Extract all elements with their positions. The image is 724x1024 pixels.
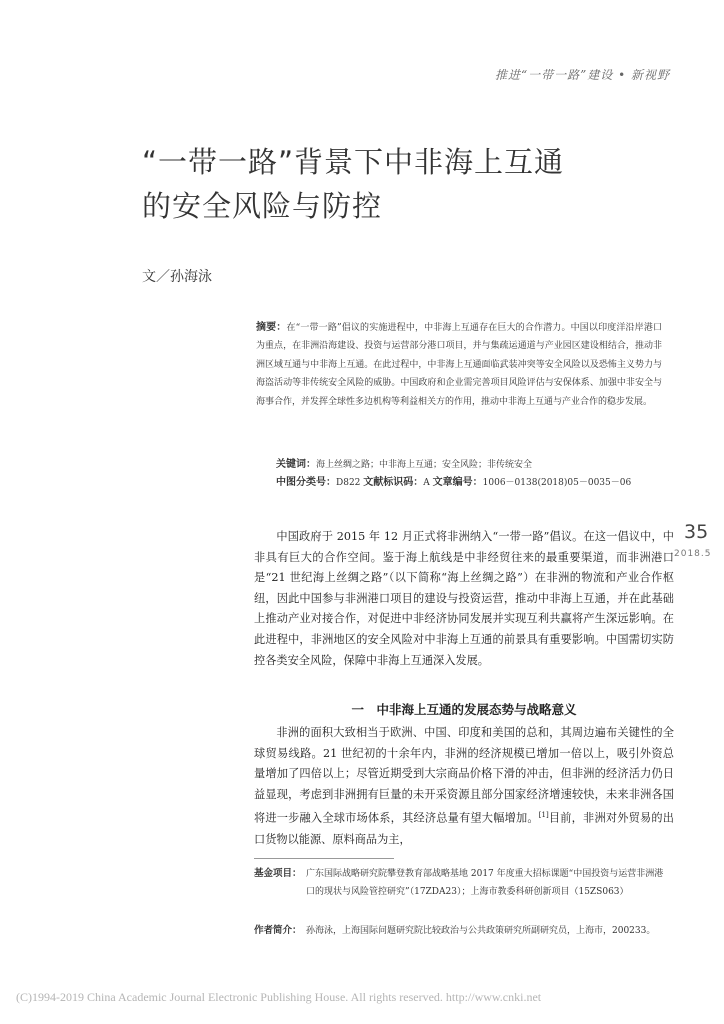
title-line-1: “一带一路”背景下中非海上互通 <box>142 145 565 179</box>
footnote-divider <box>254 858 394 859</box>
page-date: 2018.5 <box>674 549 712 559</box>
copyright-notice: (C)1994-2019 China Academic Journal Electronic Publishing House. All rights reserved. http://www.cnki.net <box>16 990 542 1004</box>
abstract-text: 在“一带一路”倡议的实施进程中，中非海上互通存在巨大的合作潜力。中国以印度洋沿岸港口为重点，在非洲沿海建设、投资与运营部分港口项目，并与集疏运通道与产业园区建设相结合，推动非洲区域互通与中非海上互通。在此过程中，中非海上互通面临武装冲突等安全风险以及恐怖主义势力与海盗活动等非传统安全风险的威胁。中国政府和企业需完善项目风险评估与安保体系、加强中非安全与海事合作，并发挥全球性多边机构等利益相关方的作用，推动中非海上互通与产业合作的稳步发展。 <box>256 323 662 407</box>
author-bio-label: 作者简介： <box>254 925 302 936</box>
paragraph-2-tail: 目前，非洲对外贸易的出口货物以能源、原料商品为主， <box>254 812 674 846</box>
fund-text: 广东国际战略研究院攀登教育部战略基地 2017 年度重大招标课题“中国投资与运营非洲港口的现状与风险管控研究”（17ZDA23）；上海市教委科研创新项目（15ZS063） <box>306 869 664 898</box>
article-label: 文章编号： <box>432 477 483 488</box>
class-label: 中图分类号： <box>276 477 336 488</box>
paragraph-2 <box>254 723 674 850</box>
article-title <box>142 140 642 228</box>
abstract <box>256 319 662 411</box>
fund-label: 基金项目： <box>254 868 302 879</box>
reference-marker: [1] <box>538 811 549 820</box>
author-bio-footnote <box>254 922 664 940</box>
classification-line <box>276 474 631 492</box>
author-bio-text: 孙海泳，上海国际问题研究院比较政治与公共政策研究所副研究员，上海市，200233。 <box>306 926 656 936</box>
paragraph-2-main: 非洲的面积大致相当于欧洲、中国、印度和美国的总和，其周边遍布关键性的全球贸易线路。21 世纪初的十余年内，非洲的经济规模已增加一倍以上，吸引外资总量增加了四倍以上；尽管近期受到大宗商品价格下滑的冲击，但非洲的经济活力仍日益显现，考虑到非洲拥有巨量的未开采资源且部分国家经济增速较快，未来非洲各国将进一步融入全球市场体系，其经济总量有望大幅增加。 <box>254 726 674 826</box>
keywords-label: 关键词： <box>276 459 316 470</box>
title-line-2: 的安全风险与防控 <box>142 189 383 223</box>
class-value: D822 <box>336 478 361 488</box>
section-heading: 一 中非海上互通的发展态势与战略意义 <box>351 702 577 717</box>
doc-value: A <box>423 478 430 488</box>
page-number: 35 <box>684 521 709 543</box>
article-value: 1006－0138(2018)05－0035－06 <box>482 478 632 488</box>
fund-footnote <box>254 865 664 901</box>
keywords <box>276 456 532 474</box>
paragraph-1: 中国政府于 2015 年 12 月正式将非洲纳入“一带一路”倡议。在这一倡议中，中非具有巨大的合作空间。鉴于海上航线是中非经贸往来的最重要渠道，而非洲港口是“21 世纪海上丝绸之路”（以下简称“海上丝绸之路”）在非洲的物流和产业合作枢纽，因此中国参与非洲港口项目的建设与投资运营，推动中非海上互通，并在此基础上推动产业对接合作，对促进中非经济协同发展并实现互利共赢将产生深远影响。在此进程中，非洲地区的安全风险对中非海上互通的前景具有重要影响。中国需切实防控各类安全风险，保障中非海上互通深入发展。 <box>254 530 674 667</box>
keywords-text: 海上丝绸之路；中非海上互通；安全风险；非传统安全 <box>316 460 533 470</box>
abstract-label: 摘要： <box>256 322 287 333</box>
doc-label: 文献标识码： <box>363 477 424 488</box>
author-byline: 文／孙海泳 <box>142 269 212 285</box>
running-header: 推进“一带一路”建设 • 新视野 <box>495 68 670 82</box>
